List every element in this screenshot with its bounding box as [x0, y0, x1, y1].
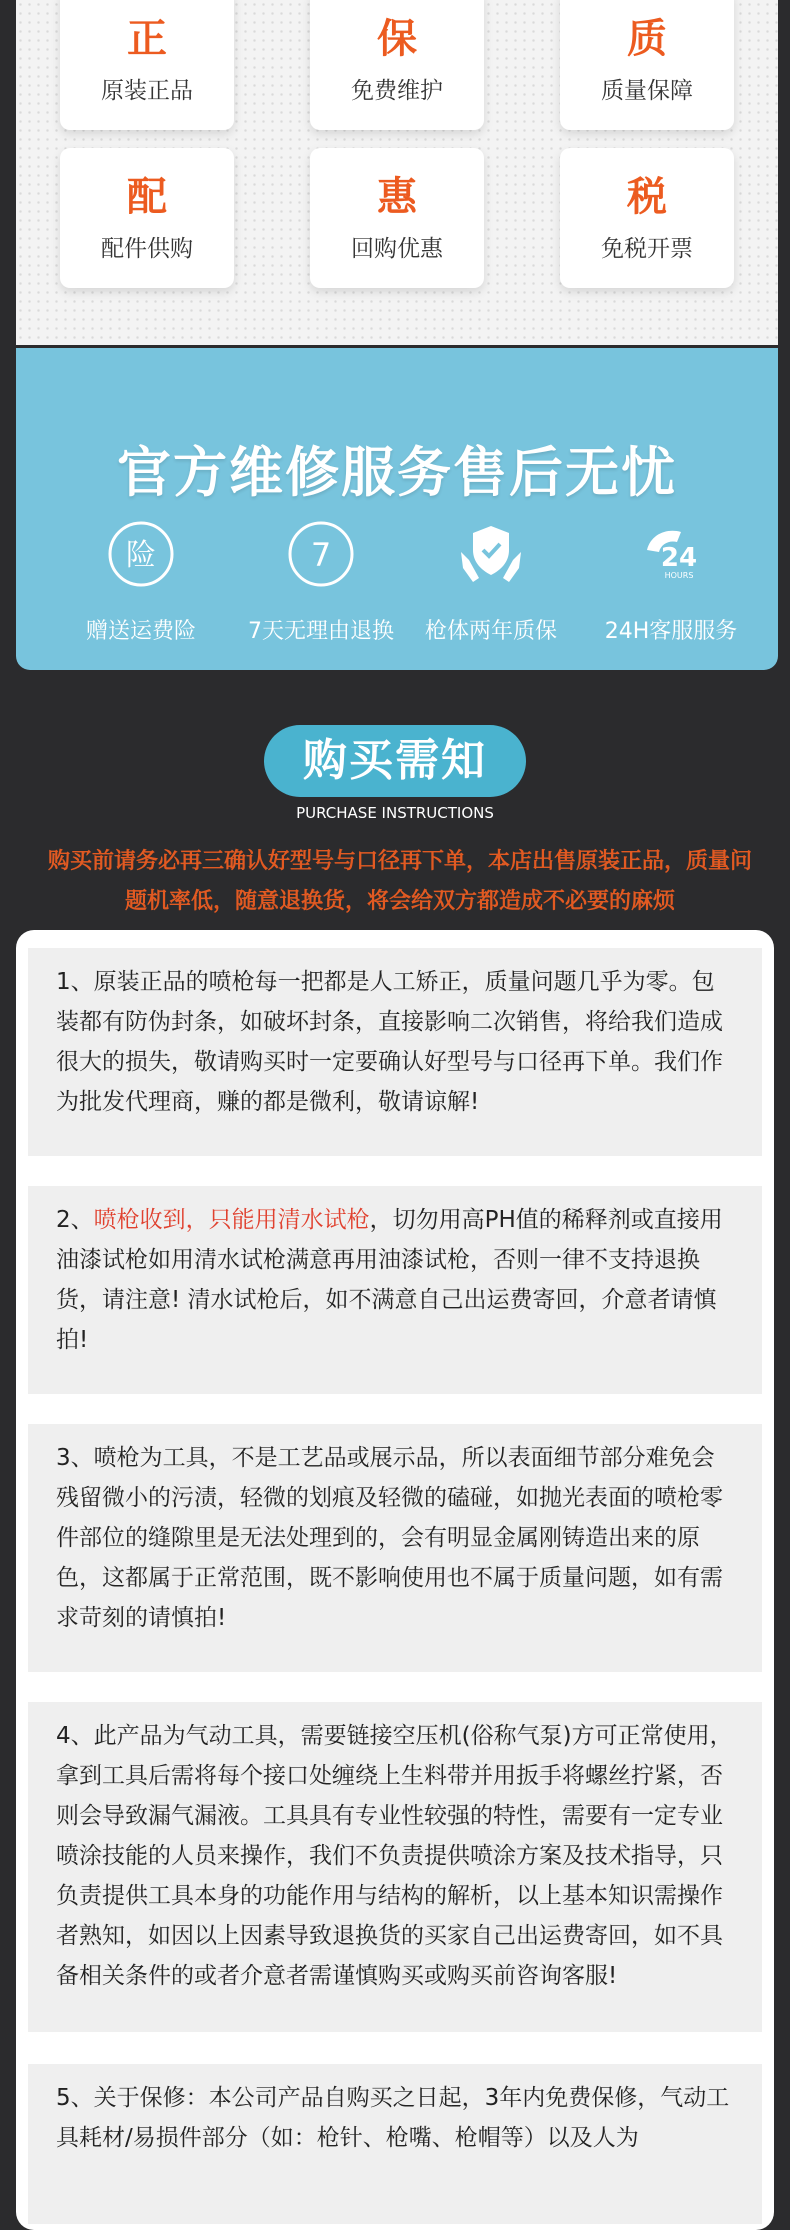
guarantee-card-quality: [560, 0, 734, 130]
guarantee-label: 免费维护: [351, 78, 443, 104]
svg-text:7: 7: [310, 536, 332, 574]
notes-panel: [16, 930, 774, 2230]
guarantee-label: 回购优惠: [351, 236, 443, 262]
guarantee-label: 免税开票: [601, 236, 693, 262]
note-text: 4、此产品为气动工具，需要链接空压机(俗称气泵)方可正常使用，拿到工具后需将每个接口处缠绕上生料带并用扳手将螺丝拧紧，否则会导致漏气漏液。工具具有专业性较强的特性，需要有一定专业喷涂技能的人员来操作，我们不负责提供喷涂方案及技术指导，只负责提供工具本身的功能作用与结构的解析，以上基本知识需操作者熟知，如因以上因素导致退换货的买家自己出运费寄回，如不具备相关条件的或者介意者需谨慎购买或购买前咨询客服!: [56, 1723, 733, 1989]
guarantee-char: 正: [127, 16, 167, 62]
insurance-icon: [107, 520, 175, 588]
guarantee-label: 配件供购: [101, 236, 193, 262]
svg-text:险: 险: [126, 538, 156, 573]
phone-24h-icon: [637, 520, 705, 588]
guarantee-card-invoice: [560, 148, 734, 288]
service-item-24h: [576, 520, 766, 645]
instructions-title: 购买需知: [264, 725, 526, 797]
note-text: 1、原装正品的喷枪每一把都是人工矫正，质量问题几乎为零。包装都有防伪封条，如破坏封条，直接影响二次销售，将给我们造成很大的损失，敬请购买时一定要确认好型号与口径再下单。我们作为批发代理商，赚的都是微利，敬请谅解!: [56, 969, 723, 1115]
seven-day-icon: [287, 520, 355, 588]
svg-text:24: 24: [660, 543, 698, 573]
note-item: [28, 2064, 762, 2224]
guarantee-section: [16, 0, 778, 345]
guarantee-card-genuine: [60, 0, 234, 130]
guarantee-char: 质: [627, 16, 667, 62]
service-banner: [16, 348, 778, 670]
service-label: 赠送运费险: [85, 619, 196, 644]
note-text: ，切勿用高PH值的稀释剂或直接用油漆试枪如用清水试枪满意再用油漆试枪，否则一律不支持退换货，请注意! 清水试枪后，如不满意自己出运费寄回，介意者请慎拍!: [56, 1207, 723, 1353]
note-text: 5、关于保修：本公司产品自购买之日起，3年内免费保修，气动工具耗材/易损件部分（如：枪针、枪嘴、枪帽等）以及人为: [56, 2085, 730, 2151]
guarantee-char: 保: [377, 16, 417, 62]
guarantee-card-discount: [310, 148, 484, 288]
note-item: [28, 1424, 762, 1672]
guarantee-char: 配: [127, 174, 167, 220]
note-prefix: 2、: [56, 1207, 94, 1233]
instructions-subtitle: PURCHASE INSTRUCTIONS: [296, 804, 494, 822]
guarantee-card-parts: [60, 148, 234, 288]
guarantee-char: 惠: [377, 174, 417, 220]
guarantee-char: 税: [627, 174, 667, 220]
service-label: 7天无理由退换: [248, 619, 394, 644]
service-label: 24H客服服务: [604, 619, 738, 644]
svg-text:HOURS: HOURS: [664, 571, 694, 580]
guarantee-card-maintenance: [310, 0, 484, 130]
note-item: [28, 1702, 762, 2032]
banner-title: 官方维修服务售后无忧: [117, 441, 677, 504]
service-item-warranty: [396, 520, 586, 645]
guarantee-label: 质量保障: [601, 78, 693, 104]
hands-shield-icon: [457, 520, 525, 588]
guarantee-label: 原装正品: [101, 78, 193, 104]
note-item: [28, 1186, 762, 1394]
service-item-seven-day: [226, 520, 416, 645]
instructions-warning: 购买前请务必再三确认好型号与口径再下单，本店出售原装正品，质量问题机率低，随意退换货，将会给双方都造成不必要的麻烦: [47, 849, 752, 914]
note-highlight: 喷枪收到，只能用清水试枪: [93, 1207, 370, 1233]
note-item: [28, 948, 762, 1156]
service-item-insurance: [46, 520, 236, 645]
service-label: 枪体两年质保: [424, 619, 557, 644]
note-text: 3、喷枪为工具，不是工艺品或展示品，所以表面细节部分难免会残留微小的污渍，轻微的划痕及轻微的磕碰，如抛光表面的喷枪零件部位的缝隙里是无法处理到的，会有明显金属刚铸造出来的原色，这都属于正常范围，既不影响使用也不属于质量问题，如有需求苛刻的请慎拍!: [56, 1445, 723, 1631]
